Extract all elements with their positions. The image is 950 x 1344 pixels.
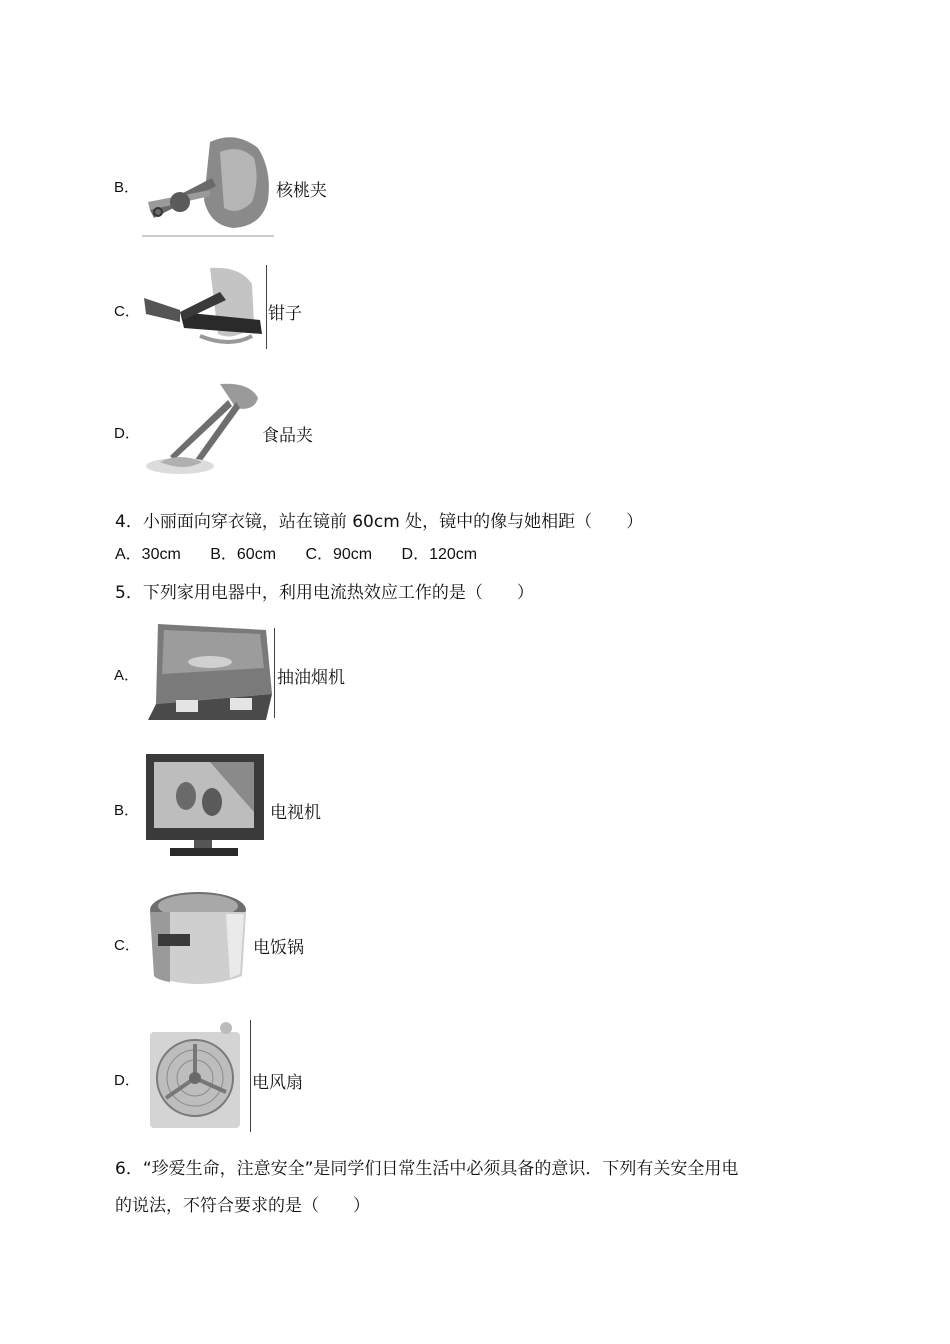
television-image xyxy=(140,752,266,860)
divider xyxy=(266,265,267,349)
divider xyxy=(250,1020,251,1132)
rice-cooker-image xyxy=(140,888,252,992)
option-letter: A． xyxy=(114,667,140,684)
q6-stem-line2: 的说法，不符合要求的是（ ） xyxy=(115,1196,370,1216)
q5-stem: 5．下列家用电器中，利用电流热效应工作的是（ ） xyxy=(115,583,534,603)
q6-stem-line1: 6．“珍爱生命，注意安全”是同学们日常生活中必须具备的意识．下列有关安全用电 xyxy=(115,1159,739,1179)
q4-choice-c: C．90cm xyxy=(305,546,373,563)
pliers-image xyxy=(140,264,264,350)
option-label: 钳子 xyxy=(268,304,302,324)
divider xyxy=(274,628,275,718)
option-label: 电风扇 xyxy=(252,1073,303,1093)
q4-stem: 4．小丽面向穿衣镜，站在镜前 60cm 处，镜中的像与她相距（ ） xyxy=(115,512,644,532)
option-label: 电饭锅 xyxy=(253,938,304,958)
option-letter: C． xyxy=(114,937,140,954)
option-label: 食品夹 xyxy=(262,426,313,446)
option-letter: C． xyxy=(114,303,140,320)
option-letter: B． xyxy=(114,179,140,196)
nutcracker-image xyxy=(140,130,276,238)
option-label: 抽油烟机 xyxy=(277,668,345,688)
option-letter: B． xyxy=(114,802,140,819)
q4-choice-b: B．60cm xyxy=(210,546,277,563)
option-label: 电视机 xyxy=(270,803,321,823)
option-letter: D． xyxy=(114,1072,140,1089)
q4-choice-d: D．120cm xyxy=(401,546,478,563)
q4-choice-a: A．30cm xyxy=(115,546,181,563)
range-hood-image xyxy=(140,620,274,724)
electric-fan-image xyxy=(140,1018,248,1132)
q4-choices xyxy=(115,541,501,564)
food-tongs-image xyxy=(140,378,262,482)
option-label: 核桃夹 xyxy=(276,181,327,201)
option-letter: D． xyxy=(114,425,140,442)
